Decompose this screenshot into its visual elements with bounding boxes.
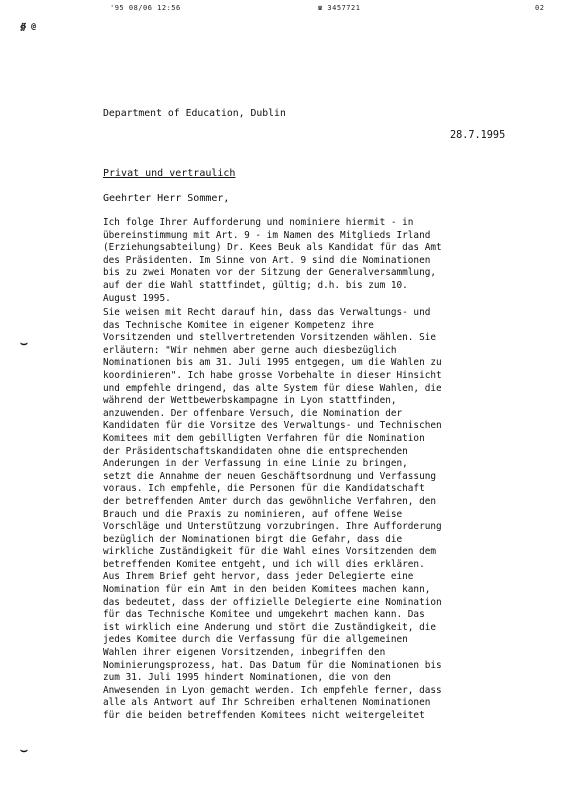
text-line: August 1995. [103,292,171,304]
text-line: Kandidaten für die Vorsitze des Verwaltungs- und Technischen [103,420,442,432]
text-line: der Präsidentschaftskandidaten ohne die entsprechenden [103,445,408,457]
text-line: Vorschläge und Unterstützung vorzubringen. Ihre Aufforderung [103,521,442,533]
fax-page-number: 02 [535,4,545,12]
text-line: Nomination für ein Amt in den beiden Komitees machen kann, [103,584,431,596]
letter-salutation: Geehrter Herr Sommer, [103,193,230,204]
text-line: bezüglich der Nominationen birgt die Gefahr, dass die [103,533,403,545]
text-line: das Technische Komitee in eigener Kompetenz ihre [103,319,374,331]
text-line: der betreffenden Ämter durch das gewöhnliche Verfahren, den [103,495,437,507]
text-line: koordinieren". Ich habe grosse Vorbehalte in dieser Hinsicht [103,369,442,381]
letter-paragraph-2 [103,307,543,723]
letter-paragraph-1 [103,217,543,305]
text-line: alle als Antwort auf Ihr Schreiben erhaltenen Nominationen [103,697,431,709]
text-line: Ich folge Ihrer Aufforderung und nominiere hiermit - in [103,217,414,228]
fax-datetime: '95 08/06 12:56 [110,4,181,12]
text-line: Vorsitzenden und stellvertretenden Vorsitzenden wählen. Sie [103,332,437,344]
text-line: setzt die Annahme der neuen Geschäftsordnung und Verfassung [103,470,437,482]
letter-sender: Department of Education, Dublin [103,108,286,119]
text-line: während der Wettbewerbskampagne in Lyon stattfinden, [103,395,397,407]
margin-mark-lower: ⌣ [20,743,28,757]
text-line: wirkliche Zuständigkeit für die Wahl eines Vorsitzenden dem [103,546,437,558]
text-line: und empfehle dringend, das alte System für diese Wahlen, die [103,382,442,394]
fax-transmission-header [110,4,550,16]
text-line: Änderungen in der Verfassung in eine Linie zu bringen, [103,458,408,470]
text-line: bis zu zwei Monaten vor der Sitzung der Generalversammlung, [103,267,437,279]
text-line: Sie weisen mit Recht darauf hin, dass das Verwaltungs- und [103,307,431,318]
text-line: erläutern: "Wir nehmen aber gerne auch diesbezüglich [103,344,397,356]
text-line: auf der die Wahl stattfindet, gültig; d.h. bis zum 10. [103,279,408,291]
text-line: zum 31. Juli 1995 hindert Nominationen, die von den [103,672,391,684]
text-line: Anwesenden in Lyon gemacht werden. Ich empfehle ferner, dass [103,684,442,696]
text-line: Aus Ihrem Brief geht hervor, dass jeder Delegierte eine [103,571,414,583]
text-line: anzuwenden. Der offenbare Versuch, die Nomination der [103,407,403,419]
text-line: voraus. Ich empfehle, die Personen für die Kandidatschaft [103,483,425,495]
text-line: Nominationen bis am 31. Juli 1995 entgegen, um die Wahlen zu [103,357,442,369]
text-line: Komitees mit dem gebilligten Verfahren für die Nomination [103,432,425,444]
margin-mark-upper: ⌣ [20,336,28,350]
fax-phone-number: ☎ 3457721 [318,4,361,12]
text-line: Nominierungsprozess, hat. Das Datum für die Nominationen bis [103,659,442,671]
text-line: übereinstimmung mit Art. 9 - im Namen des Mitglieds Irland [103,229,431,241]
letter-date: 28.7.1995 [450,130,506,141]
letter-subject: Privat und vertraulich [103,168,236,179]
text-line: das bedeutet, dass der offizielle Delegierte eine Nomination [103,596,442,608]
text-line: Brauch und die Praxis zu nominieren, auf offene Weise [103,508,403,520]
text-line: des Präsidenten. Im Sinne von Art. 9 sind die Nominationen [103,254,431,266]
stamp-mark: ∯ @ [20,22,36,31]
text-line: jedes Komitee durch die Verfassung für die allgemeinen [103,634,408,646]
text-line: betreffenden Komitee entgeht, und ich will dies erklären. [103,558,425,570]
text-line: für das Technische Komitee und umgekehrt machen kann. Das [103,609,425,621]
text-line: Wahlen ihrer eigenen Vorsitzenden, inbegriffen den [103,647,386,659]
text-line: für die beiden betreffenden Komitees nicht weitergeleitet [103,710,425,721]
text-line: ist wirklich eine Änderung und stört die Zuständigkeit, die [103,621,437,633]
text-line: (Erziehungsabteilung) Dr. Kees Beuk als Kandidat für das Amt [103,242,442,254]
